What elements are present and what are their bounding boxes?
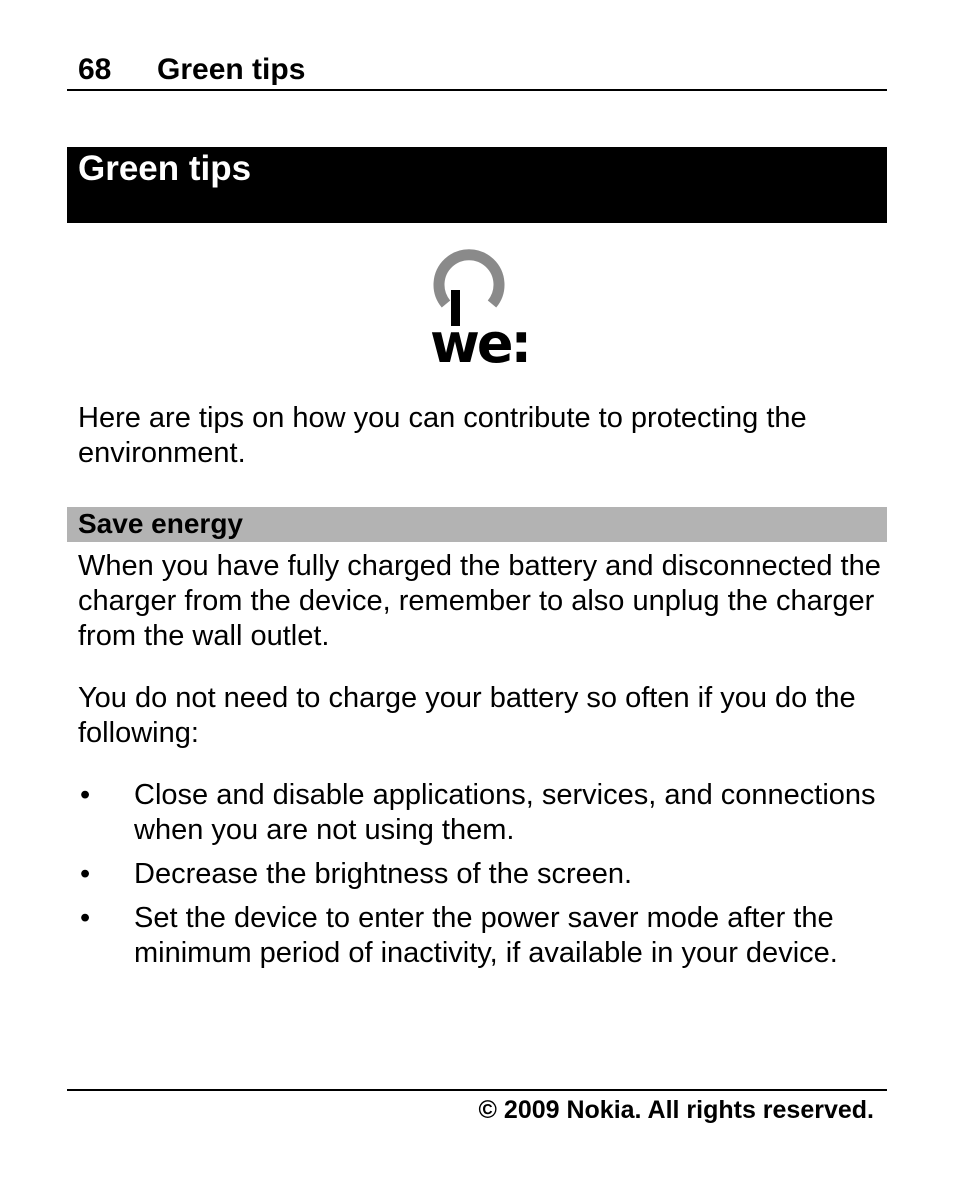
list-item: [78, 901, 886, 971]
header-divider: [67, 89, 887, 91]
bullet-icon: •: [80, 902, 91, 934]
list-item: [78, 857, 886, 892]
page-number: 68: [78, 53, 112, 86]
list-item: [78, 778, 886, 848]
section-heading: Save energy: [78, 508, 243, 539]
chapter-title-bar: [67, 147, 887, 223]
header-section-title: Green tips: [157, 53, 306, 86]
list-item-text: Set the device to enter the power saver mode after the minimum period of inactivity, if available in your device.: [134, 902, 838, 969]
intro-paragraph: Here are tips on how you can contribute to protecting the environment.: [78, 402, 807, 469]
energy-paragraph: When you have fully charged the battery and disconnected the charger from the device, remember to also unplug the charger from the wall outlet.: [78, 550, 881, 652]
bullet-icon: •: [80, 779, 91, 811]
copyright-footer: © 2009 Nokia. All rights reserved.: [478, 1096, 874, 1124]
footer-divider: [67, 1089, 887, 1091]
tips-list: [78, 778, 886, 980]
bullet-icon: •: [80, 858, 91, 890]
list-item-text: Close and disable applications, services, and connections when you are not using them.: [134, 779, 876, 846]
section-heading-bar: [67, 507, 887, 542]
we-power-icon: [418, 244, 538, 368]
running-header: [78, 50, 305, 90]
power-arc: [439, 255, 499, 304]
logo-text: we:: [430, 312, 530, 368]
charging-paragraph: You do not need to charge your battery so often if you do the following:: [78, 682, 856, 749]
list-item-text: Decrease the brightness of the screen.: [134, 858, 633, 890]
chapter-title: Green tips: [78, 149, 252, 188]
